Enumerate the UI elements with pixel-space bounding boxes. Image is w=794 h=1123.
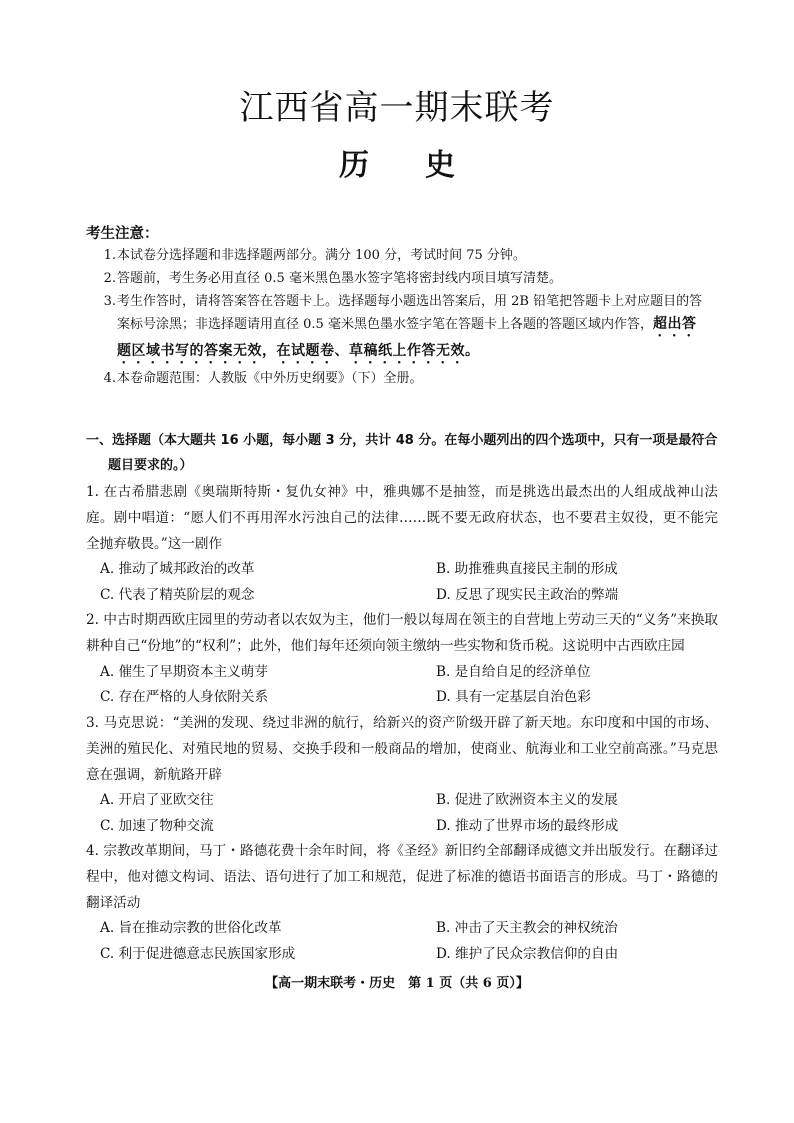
option-a: A. 催生了早期资本主义萌芽 [100,663,268,680]
option-c: C. 存在严格的人身依附关系 [100,689,269,706]
option-c: C. 加速了物种交流 [100,818,214,835]
option-d: D. 反思了现实民主政治的弊端 [436,587,619,604]
notice-item-text: 本试卷分选择题和非选择题两部分。满分 100 分，考试时间 75 分钟。 [117,248,526,263]
notice-item [86,367,706,390]
notice-item-text: 考生作答时，请将答案答在答题卡上。选择题每小题选出答案后，用 2B 铅笔把答题卡上对应题目的答案标号涂黑；非选择题请用直径 0.5 毫米黑色墨水签字笔在答题卡上各题的答题区域内作答， [117,294,703,332]
question-options [86,788,718,840]
option-a: A. 旨在推动宗教的世俗化改革 [100,920,282,937]
subject-title-char-1: 历 [339,148,369,183]
option-c: C. 利于促进德意志民族国家形成 [100,946,296,963]
question-stem: 2. 中古时期西欧庄园里的劳动者以农奴为主，他们一般以每周在领主的自营地上劳动三天的“义务”来换取耕种自己“份地”的“权利”；此外，他们每年还须向领主缴纳一些实物和货币税。这说明中古西欧庄园 [86,612,718,654]
question-options [86,660,718,712]
option-b: B. 是自给自足的经济单位 [436,663,591,680]
option-b: B. 助推雅典直接民主制的形成 [436,561,618,578]
option-d: D. 维护了民众宗教信仰的自由 [436,946,619,963]
subject-title [0,146,794,186]
section-heading-line-2: 题目要求的。） [108,458,193,473]
notice-list [86,244,706,390]
notice-item-text: 本卷命题范围：人教版《中外历史纲要》（下）全册。 [117,371,423,386]
notice-item [86,267,706,290]
question-4 [86,839,718,968]
subject-title-char-2: 史 [425,148,455,183]
section-heading [86,428,726,478]
question-2 [86,608,718,711]
option-b: B. 冲击了天主教会的神权统治 [436,920,618,937]
option-a: A. 开启了亚欧交往 [100,792,214,809]
question-stem: 4. 宗教改革期间，马丁・路德花费十余年时间，将《圣经》新旧约全部翻译成德文并出版发行。在翻译过程中，他对德文构词、语法、语句进行了加工和规范，促进了标准的德语书面语言的形成。马丁・路德的翻译活动 [86,843,718,911]
option-c: C. 代表了精英阶层的观念 [100,587,255,604]
page-footer: 【高一期末联考・历史 第 1 页（共 6 页）】 [265,976,529,991]
section-heading-line-1: 一、选择题（本大题共 16 小题，每小题 3 分，共计 48 分。在每小题列出的四个选项中，只有一项是最符合 [86,433,718,448]
notice-item-number: 3. [103,294,116,309]
notice-item-number: 1. [103,248,116,263]
option-a: A. 推动了城邦政治的改革 [100,561,255,578]
question-options [86,916,718,968]
notice-item-text: 答题前，考生务必用直径 0.5 毫米黑色墨水签字笔将密封线内项目填写清楚。 [117,271,562,286]
question-1 [86,480,718,609]
notice-item [86,290,706,367]
option-b: B. 促进了欧洲资本主义的发展 [436,792,618,809]
notice-item-number: 4. [103,371,116,386]
option-d: D. 推动了世界市场的最终形成 [436,818,619,835]
question-3 [86,711,718,840]
notice-heading: 考生注意： [86,225,159,242]
question-stem: 1. 在古希腊悲剧《奥瑞斯特斯・复仇女神》中，雅典娜不是抽签，而是挑选出最杰出的人组成战神山法庭。剧中唱道：“愿人们不再用浑水污浊自己的法律……既不要无政府状态，也不要君主奴役，更不能完全抛弃敬畏。”这一剧作 [86,484,718,552]
option-d: D. 具有一定基层自治色彩 [436,689,591,706]
notice-item [86,244,706,267]
exam-title: 江西省高一期末联考 [239,88,555,128]
notice-item-number: 2. [103,271,116,286]
question-options [86,557,718,609]
question-stem: 3. 马克思说：“美洲的发现、绕过非洲的航行，给新兴的资产阶级开辟了新天地。东印度和中国的市场、美洲的殖民化、对殖民地的贸易、交换手段和一般商品的增加，使商业、航海业和工业空前高涨。”马克思意在强调，新航路开辟 [86,715,718,783]
notice-emphasis-text: 超出答题区域书写的答案无效，在试题卷、草稿纸上作答无效。 [117,316,697,359]
